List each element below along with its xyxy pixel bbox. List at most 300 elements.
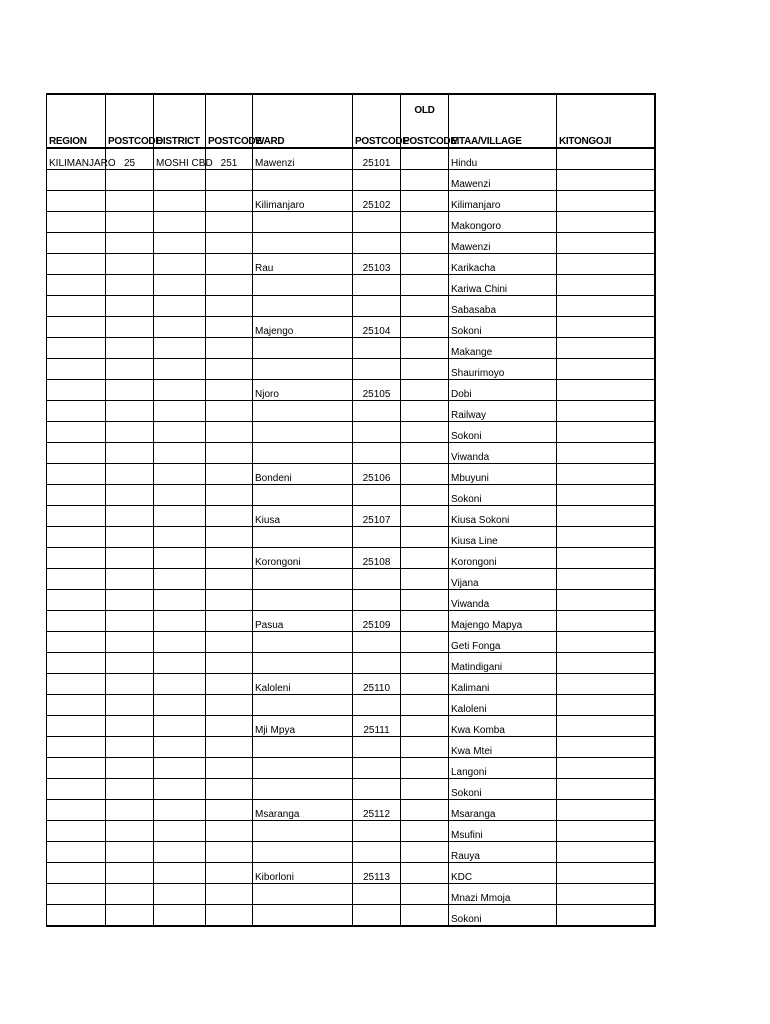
cell-postcode-region [106,800,154,821]
cell-postcode-district [206,506,253,527]
cell-district [154,758,206,779]
cell-postcode-district [206,401,253,422]
cell-postcode-district [206,653,253,674]
cell-old-postcode [401,443,449,464]
cell-region [47,758,106,779]
cell-district [154,359,206,380]
cell-postcode-district [206,422,253,443]
cell-old-postcode [401,611,449,632]
cell-postcode-region [106,443,154,464]
cell-district [154,233,206,254]
cell-kitongoji [557,275,655,296]
cell-village: Kariwa Chini [449,275,557,296]
cell-ward: Msaranga [253,800,353,821]
cell-postcode-ward: 25111 [353,716,401,737]
cell-village: Sokoni [449,779,557,800]
cell-ward [253,905,353,927]
cell-postcode-district [206,863,253,884]
table-row [47,737,655,758]
table-row [47,191,655,212]
cell-ward [253,632,353,653]
cell-ward [253,359,353,380]
cell-village: Matindigani [449,653,557,674]
cell-ward [253,884,353,905]
table-row [47,338,655,359]
cell-kitongoji [557,695,655,716]
cell-ward [253,401,353,422]
cell-district [154,884,206,905]
cell-region [47,359,106,380]
cell-old-postcode [401,296,449,317]
cell-postcode-district [206,569,253,590]
cell-postcode-region [106,233,154,254]
table-row [47,569,655,590]
cell-postcode-district [206,338,253,359]
cell-kitongoji [557,422,655,443]
cell-region [47,548,106,569]
cell-kitongoji [557,737,655,758]
cell-postcode-region [106,569,154,590]
cell-old-postcode [401,212,449,233]
cell-kitongoji [557,380,655,401]
cell-village: Sokoni [449,485,557,506]
cell-village: Mawenzi [449,170,557,191]
cell-kitongoji [557,758,655,779]
cell-region [47,716,106,737]
cell-postcode-district [206,275,253,296]
cell-old-postcode [401,884,449,905]
cell-village: Karikacha [449,254,557,275]
cell-old-postcode [401,905,449,927]
cell-district [154,611,206,632]
cell-kitongoji [557,779,655,800]
cell-district [154,317,206,338]
cell-postcode-ward [353,632,401,653]
cell-ward [253,485,353,506]
cell-district [154,401,206,422]
cell-postcode-ward: 25106 [353,464,401,485]
cell-kitongoji [557,464,655,485]
cell-ward: Njoro [253,380,353,401]
cell-village: Makongoro [449,212,557,233]
cell-kitongoji [557,527,655,548]
cell-ward [253,233,353,254]
cell-old-postcode [401,758,449,779]
cell-old-postcode [401,716,449,737]
cell-postcode-ward [353,779,401,800]
table-row [47,905,655,927]
cell-village: Msufini [449,821,557,842]
header-old-top: OLD [414,105,435,116]
cell-postcode-region [106,779,154,800]
cell-village: Shaurimoyo [449,359,557,380]
cell-kitongoji [557,590,655,611]
cell-kitongoji [557,317,655,338]
cell-district [154,422,206,443]
table-row [47,401,655,422]
cell-kitongoji [557,842,655,863]
cell-village: Kiusa Sokoni [449,506,557,527]
header-row [47,94,655,148]
cell-village: Sabasaba [449,296,557,317]
cell-region [47,527,106,548]
header-postcode-region: POSTCODE [106,94,154,148]
table-row [47,716,655,737]
cell-district [154,338,206,359]
cell-postcode-district [206,716,253,737]
cell-kitongoji [557,548,655,569]
cell-postcode-district [206,443,253,464]
cell-village: Langoni [449,758,557,779]
cell-ward [253,443,353,464]
cell-village: Sokoni [449,422,557,443]
cell-district [154,506,206,527]
cell-postcode-district [206,737,253,758]
table-row [47,590,655,611]
cell-postcode-ward [353,653,401,674]
table-row [47,422,655,443]
cell-region [47,401,106,422]
header-district: DISTRICT [154,94,206,148]
cell-region [47,821,106,842]
table-row [47,842,655,863]
cell-postcode-ward [353,485,401,506]
cell-region [47,800,106,821]
cell-village: Sokoni [449,317,557,338]
cell-village: Majengo Mapya [449,611,557,632]
cell-old-postcode [401,842,449,863]
cell-kitongoji [557,506,655,527]
cell-old-postcode [401,590,449,611]
cell-kitongoji [557,674,655,695]
table-row [47,506,655,527]
cell-postcode-ward [353,821,401,842]
cell-ward: Kaloleni [253,674,353,695]
table-row [47,779,655,800]
cell-old-postcode [401,506,449,527]
cell-postcode-ward [353,401,401,422]
cell-postcode-ward [353,443,401,464]
cell-district [154,527,206,548]
table-row [47,359,655,380]
header-old-postcode [401,94,457,148]
cell-region [47,611,106,632]
cell-postcode-district [206,674,253,695]
cell-region [47,254,106,275]
cell-old-postcode [401,695,449,716]
cell-postcode-region [106,485,154,506]
cell-postcode-region [106,884,154,905]
cell-district [154,653,206,674]
cell-village: Kilimanjaro [449,191,557,212]
cell-ward [253,212,353,233]
cell-postcode-region [106,506,154,527]
cell-postcode-ward: 25104 [353,317,401,338]
cell-region [47,863,106,884]
table-row [47,821,655,842]
cell-region [47,422,106,443]
cell-kitongoji [557,863,655,884]
cell-postcode-ward [353,296,401,317]
cell-village: Makange [449,338,557,359]
cell-kitongoji [557,254,655,275]
cell-postcode-district [206,611,253,632]
cell-old-postcode [401,632,449,653]
cell-kitongoji [557,905,655,927]
cell-old-postcode [401,674,449,695]
cell-postcode-region [106,590,154,611]
table-row [47,317,655,338]
cell-postcode-district [206,632,253,653]
cell-ward [253,275,353,296]
cell-district [154,737,206,758]
cell-region: KILIMANJARO [47,148,106,170]
cell-postcode-region [106,758,154,779]
cell-postcode-district [206,884,253,905]
cell-village: Msaranga [449,800,557,821]
cell-postcode-ward [353,884,401,905]
cell-district [154,296,206,317]
cell-postcode-ward: 25112 [353,800,401,821]
cell-kitongoji [557,148,655,170]
cell-postcode-region [106,380,154,401]
cell-kitongoji [557,359,655,380]
cell-postcode-district [206,821,253,842]
cell-district [154,464,206,485]
cell-postcode-ward: 25103 [353,254,401,275]
cell-postcode-district [206,254,253,275]
cell-ward: Kiusa [253,506,353,527]
cell-village: Kwa Mtei [449,737,557,758]
cell-district [154,674,206,695]
cell-ward: Mji Mpya [253,716,353,737]
cell-district [154,842,206,863]
cell-postcode-district [206,317,253,338]
cell-postcode-ward [353,695,401,716]
cell-old-postcode [401,737,449,758]
cell-old-postcode [401,338,449,359]
cell-kitongoji [557,611,655,632]
header-postcode-ward: POSTCODE [353,94,401,148]
cell-old-postcode [401,821,449,842]
cell-region [47,317,106,338]
cell-village: Viwanda [449,590,557,611]
cell-postcode-district [206,695,253,716]
cell-district [154,170,206,191]
cell-postcode-region [106,254,154,275]
cell-district [154,380,206,401]
cell-ward [253,737,353,758]
cell-postcode-region [106,212,154,233]
cell-region [47,632,106,653]
table-row [47,212,655,233]
cell-region [47,695,106,716]
cell-postcode-ward: 25101 [353,148,401,170]
table-row [47,548,655,569]
cell-ward [253,695,353,716]
table-row [47,380,655,401]
cell-postcode-district [206,842,253,863]
cell-ward [253,569,353,590]
cell-ward [253,758,353,779]
cell-region [47,737,106,758]
cell-district [154,212,206,233]
cell-ward [253,296,353,317]
cell-ward [253,590,353,611]
cell-district [154,800,206,821]
cell-ward: Pasua [253,611,353,632]
cell-district [154,485,206,506]
cell-district [154,443,206,464]
cell-old-postcode [401,275,449,296]
cell-ward: Mawenzi [253,148,353,170]
table-row [47,653,655,674]
table-row [47,674,655,695]
cell-old-postcode [401,485,449,506]
cell-region [47,485,106,506]
cell-postcode-region [106,716,154,737]
cell-district [154,191,206,212]
cell-ward [253,170,353,191]
cell-old-postcode [401,464,449,485]
table-row [47,170,655,191]
cell-kitongoji [557,821,655,842]
cell-district [154,821,206,842]
cell-postcode-region [106,905,154,927]
cell-region [47,506,106,527]
cell-village: Kalimani [449,674,557,695]
cell-village: Viwanda [449,443,557,464]
cell-postcode-district [206,233,253,254]
cell-old-postcode [401,233,449,254]
cell-region [47,884,106,905]
cell-postcode-ward [353,170,401,191]
cell-postcode-district [206,170,253,191]
table-row [47,275,655,296]
cell-postcode-district [206,212,253,233]
cell-village: Geti Fonga [449,632,557,653]
cell-postcode-region [106,191,154,212]
cell-region [47,569,106,590]
header-postcode-district: POSTCODE [206,94,253,148]
cell-postcode-district: 251 [206,148,253,170]
cell-district [154,863,206,884]
cell-old-postcode [401,422,449,443]
cell-village: Vijana [449,569,557,590]
cell-postcode-district [206,464,253,485]
cell-old-postcode [401,863,449,884]
cell-postcode-region [106,737,154,758]
table-row [47,527,655,548]
cell-postcode-region [106,338,154,359]
cell-postcode-region [106,422,154,443]
table-row [47,695,655,716]
cell-region [47,674,106,695]
cell-postcode-ward [353,527,401,548]
cell-postcode-district [206,548,253,569]
cell-postcode-district [206,527,253,548]
cell-postcode-district [206,380,253,401]
cell-village: Mbuyuni [449,464,557,485]
cell-region [47,842,106,863]
cell-village: Rauya [449,842,557,863]
cell-postcode-region [106,548,154,569]
cell-old-postcode [401,170,449,191]
cell-postcode-ward [353,359,401,380]
cell-district [154,716,206,737]
cell-postcode-ward [353,212,401,233]
cell-postcode-region [106,653,154,674]
cell-region [47,779,106,800]
cell-ward: Majengo [253,317,353,338]
cell-kitongoji [557,653,655,674]
cell-old-postcode [401,380,449,401]
cell-district [154,254,206,275]
cell-district [154,779,206,800]
cell-old-postcode [401,359,449,380]
cell-region [47,443,106,464]
cell-postcode-region: 25 [106,148,154,170]
cell-ward: Rau [253,254,353,275]
cell-kitongoji [557,296,655,317]
cell-postcode-district [206,758,253,779]
cell-village: Mawenzi [449,233,557,254]
cell-village: Dobi [449,380,557,401]
cell-village: Kiusa Line [449,527,557,548]
cell-ward: Korongoni [253,548,353,569]
cell-postcode-ward [353,737,401,758]
cell-region [47,170,106,191]
cell-kitongoji [557,443,655,464]
cell-region [47,212,106,233]
cell-postcode-ward: 25105 [353,380,401,401]
cell-ward [253,779,353,800]
cell-kitongoji [557,338,655,359]
cell-kitongoji [557,884,655,905]
cell-old-postcode [401,527,449,548]
cell-kitongoji [557,569,655,590]
cell-ward [253,842,353,863]
cell-old-postcode [401,191,449,212]
cell-village: Kaloleni [449,695,557,716]
cell-postcode-district [206,296,253,317]
cell-postcode-district [206,905,253,927]
cell-postcode-ward: 25107 [353,506,401,527]
cell-postcode-district [206,359,253,380]
cell-region [47,653,106,674]
table-row [47,296,655,317]
cell-ward [253,338,353,359]
cell-kitongoji [557,233,655,254]
cell-postcode-district [206,800,253,821]
cell-kitongoji [557,212,655,233]
cell-old-postcode [401,148,449,170]
cell-postcode-region [106,821,154,842]
cell-kitongoji [557,191,655,212]
table-row [47,485,655,506]
header-ward: WARD [253,94,353,148]
header-kitongoji: KITONGOJI [557,94,655,148]
cell-old-postcode [401,401,449,422]
header-region: REGION [47,94,106,148]
cell-kitongoji [557,401,655,422]
cell-district [154,632,206,653]
table-row [47,148,655,170]
cell-region [47,464,106,485]
cell-postcode-region [106,317,154,338]
table-row [47,464,655,485]
cell-postcode-region [106,611,154,632]
